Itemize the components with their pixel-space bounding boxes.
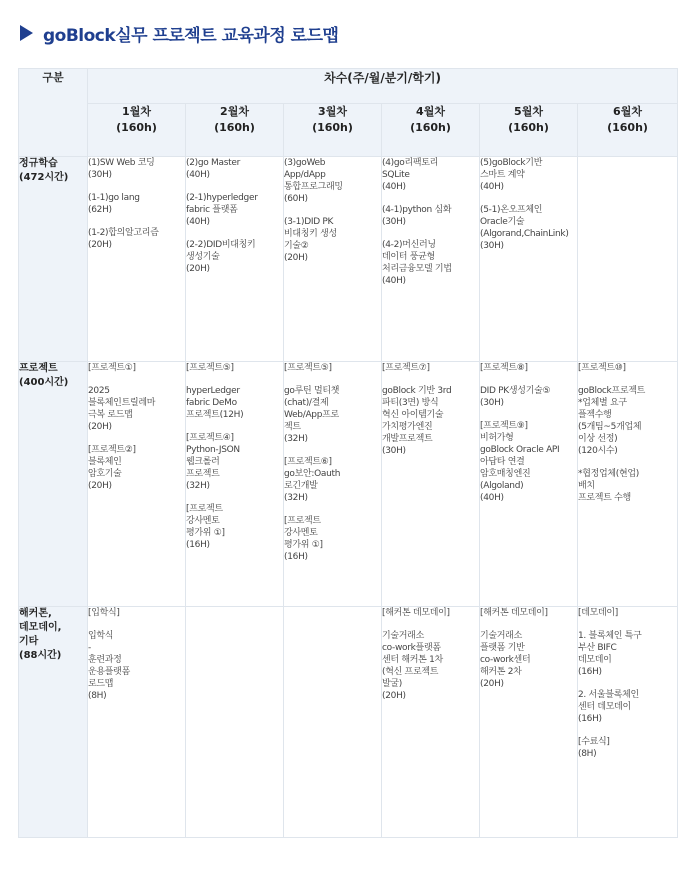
month-name: 1월차 bbox=[122, 105, 151, 118]
schedule-cell bbox=[186, 157, 284, 362]
period-header: 차수(주/월/분기/학기) bbox=[88, 69, 678, 104]
schedule-cell bbox=[382, 157, 480, 362]
course-block: goBlock프로젝트 *업체별 요구 플젝수행 (5개팀~5개업체 이상 선정) (120시수) bbox=[578, 386, 646, 456]
course-block: (3)goWeb App/dApp 통합프로그래밍 (60H) bbox=[284, 158, 343, 204]
course-block: *협정업체(현업) 배치 프로젝트 수행 bbox=[578, 469, 639, 503]
schedule-cell bbox=[186, 362, 284, 607]
month-hours: (160h) bbox=[508, 121, 549, 134]
row-label: 정규학습 (472시간) bbox=[19, 157, 88, 362]
course-block: [프로젝트⑥] go보안:Oauth 로긴개발 (32H) bbox=[284, 457, 341, 503]
triangle-bullet-icon bbox=[20, 25, 33, 41]
course-block: (4-1)python 심화 (30H) bbox=[382, 205, 452, 227]
month-hours: (160h) bbox=[116, 121, 157, 134]
month-header bbox=[382, 104, 480, 157]
course-block: 2025 블록체인트릴레마 극복 로드맵 (20H) bbox=[88, 386, 156, 432]
month-name: 2월차 bbox=[220, 105, 249, 118]
course-block: [해커톤 데모데이] bbox=[382, 608, 450, 618]
month-name: 4월차 bbox=[416, 105, 445, 118]
table-row bbox=[19, 362, 678, 607]
course-block: (1-2)합의알고리즘 (20H) bbox=[88, 228, 159, 250]
month-hours: (160h) bbox=[607, 121, 648, 134]
schedule-cell bbox=[382, 607, 480, 838]
course-block: 기술거래소 플랫폼 기반 co-work센터 해커톤 2차 (20H) bbox=[480, 631, 531, 689]
schedule-cell bbox=[284, 157, 382, 362]
page-header bbox=[20, 18, 338, 48]
month-name: 5월차 bbox=[514, 105, 543, 118]
row-label: 해커톤, 데모데이, 기타 (88시간) bbox=[19, 607, 88, 838]
course-block: [데모데이] bbox=[578, 608, 618, 618]
course-block: (3-1)DID PK 비대칭키 생성 기술② (20H) bbox=[284, 217, 337, 263]
course-block: [프로젝트 강사멘토 평가위 ①] (16H) bbox=[186, 504, 225, 550]
schedule-cell bbox=[186, 607, 284, 838]
course-block: goBlock 기반 3rd 파티(3면) 방식 혁신 아이템기술 가치평가엔진 개발프로젝트 (30H) bbox=[382, 386, 452, 456]
month-hours: (160h) bbox=[214, 121, 255, 134]
month-name: 3월차 bbox=[318, 105, 347, 118]
row-label: 프로젝트 (400시간) bbox=[19, 362, 88, 607]
schedule-cell bbox=[382, 362, 480, 607]
course-block: (4)go리팩토리 SQLite (40H) bbox=[382, 158, 439, 192]
course-block: (1-1)go lang (62H) bbox=[88, 193, 140, 215]
table-row bbox=[19, 607, 678, 838]
month-hours: (160h) bbox=[410, 121, 451, 134]
schedule-cell bbox=[578, 607, 678, 838]
month-header bbox=[578, 104, 678, 157]
schedule-cell bbox=[480, 607, 578, 838]
month-header bbox=[480, 104, 578, 157]
course-block: hyperLedger fabric DeMo 프로젝트(12H) bbox=[186, 386, 244, 420]
course-block: [수료식] (8H) bbox=[578, 737, 610, 759]
course-block: go루틴 멀티챗 (chat)/결제 Web/App프로 젝트 (32H) bbox=[284, 386, 340, 444]
course-block: [프로젝트⑤] bbox=[186, 363, 234, 373]
month-header bbox=[284, 104, 382, 157]
schedule-cell bbox=[578, 362, 678, 607]
course-block: [프로젝트⑤] bbox=[284, 363, 332, 373]
course-block: 기술거래소 co-work플랫폼 센터 해커톤 1차 (혁신 프로젝트 발굴) (20H) bbox=[382, 631, 443, 701]
schedule-cell bbox=[88, 362, 186, 607]
roadmap-table bbox=[18, 68, 678, 838]
table-row bbox=[19, 157, 678, 362]
course-block: (1)SW Web 코딩 (30H) bbox=[88, 158, 155, 180]
course-block: [프로젝트⑩] bbox=[578, 363, 626, 373]
course-block: [프로젝트②] 블록체인 암호기술 (20H) bbox=[88, 445, 136, 491]
course-block: [프로젝트 강사멘토 평가위 ①] (16H) bbox=[284, 516, 323, 562]
month-header bbox=[88, 104, 186, 157]
course-block: [프로젝트⑨] 비허가형 goBlock Oracle API 아답타 연결 암호매칭엔진 (Algoland) (40H) bbox=[480, 421, 560, 503]
corner-header: 구분 bbox=[19, 69, 88, 157]
course-block: (2)go Master (40H) bbox=[186, 158, 240, 180]
course-block: (2-1)hyperledger fabric 플랫폼 (40H) bbox=[186, 193, 258, 227]
page-title: goBlock실무 프로젝트 교육과정 로드맵 bbox=[43, 25, 339, 46]
schedule-cell bbox=[480, 362, 578, 607]
course-block: [프로젝트⑧] bbox=[480, 363, 528, 373]
course-block: [프로젝트⑦] bbox=[382, 363, 430, 373]
course-block: 1. 블록체인 특구 부산 BIFC 데모데이 (16H) bbox=[578, 631, 642, 677]
month-header bbox=[186, 104, 284, 157]
month-name: 6월차 bbox=[613, 105, 642, 118]
course-block: (5)goBlock기반 스마트 계약 (40H) bbox=[480, 158, 543, 192]
course-block: (4-2)머신러닝 데이터 풍균형 처리금융모델 기법 (40H) bbox=[382, 240, 452, 286]
course-block: DID PK생성기술⑤ (30H) bbox=[480, 386, 551, 408]
course-block: (2-2)DID비대칭키 생성기술 (20H) bbox=[186, 240, 256, 274]
schedule-cell bbox=[284, 362, 382, 607]
course-block: 입학식 - 훈련과정 운용플랫폼 로드맵 (8H) bbox=[88, 631, 130, 701]
course-block: [프로젝트④] Python-JSON 웹크롤러 프로젝트 (32H) bbox=[186, 433, 240, 491]
course-block: 2. 서울블록체인 센터 데모데이 (16H) bbox=[578, 690, 639, 724]
month-hours: (160h) bbox=[312, 121, 353, 134]
course-block: [입학식] bbox=[88, 608, 120, 618]
course-block: [프로젝트①] bbox=[88, 363, 136, 373]
schedule-cell bbox=[578, 157, 678, 362]
schedule-cell bbox=[88, 607, 186, 838]
schedule-cell bbox=[88, 157, 186, 362]
course-block: [해커톤 데모데이] bbox=[480, 608, 548, 618]
schedule-cell bbox=[480, 157, 578, 362]
schedule-cell bbox=[284, 607, 382, 838]
course-block: (5-1)온오프체인 Oracle기술 (Algorand,ChainLink) (30H) bbox=[480, 205, 569, 251]
